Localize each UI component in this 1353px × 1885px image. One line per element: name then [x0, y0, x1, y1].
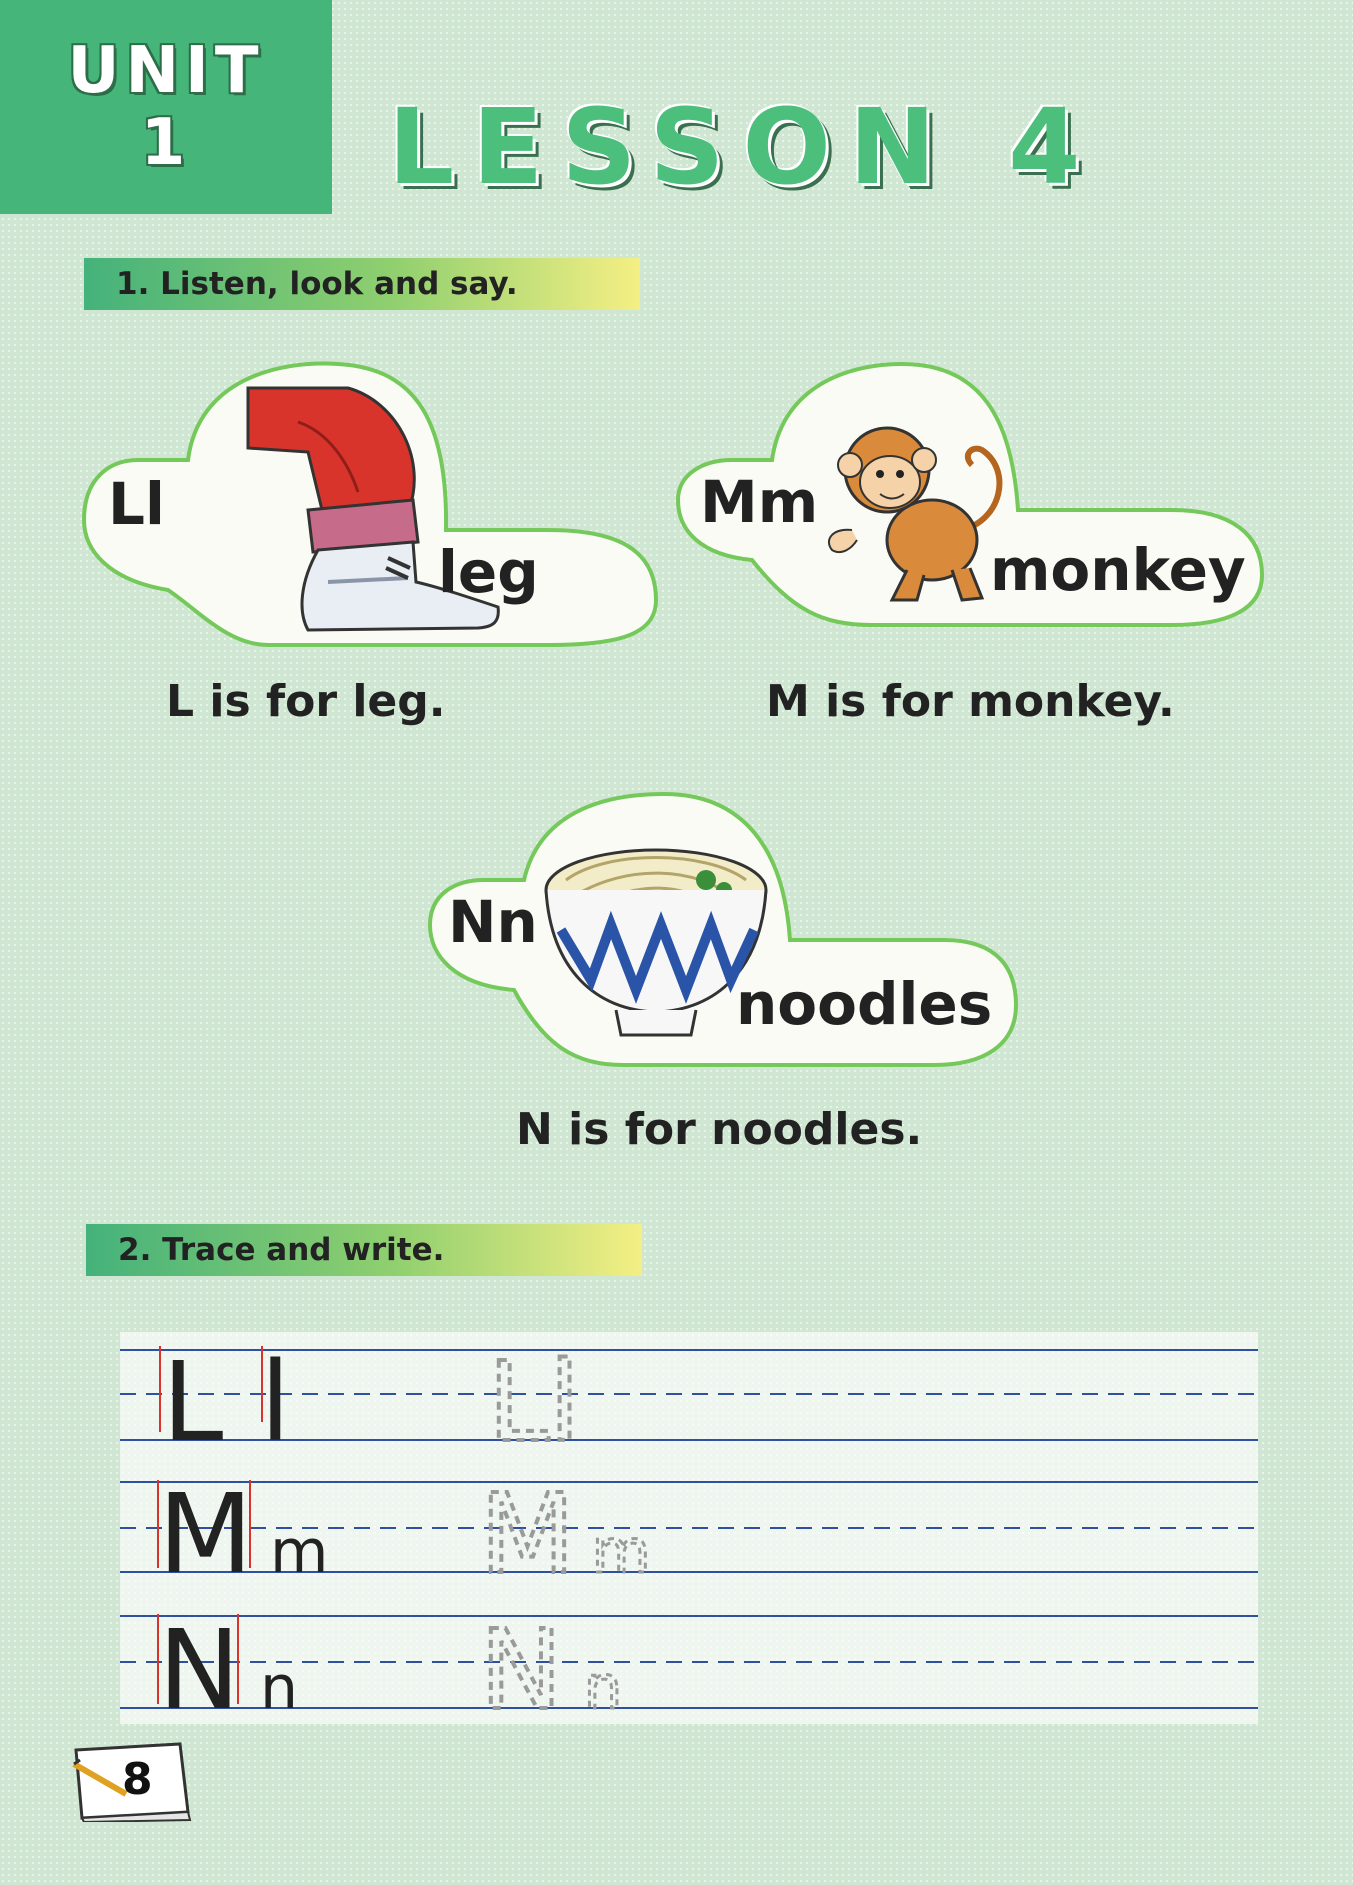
svg-text:Ll: Ll [488, 1338, 580, 1466]
card-noodles-word: noodles [736, 970, 993, 1038]
unit-label: UNIT [67, 34, 265, 108]
page-number: 8 [122, 1754, 153, 1805]
svg-text:m: m [270, 1517, 329, 1587]
section-2-header [86, 1224, 642, 1276]
handwriting-practice-area[interactable] [120, 1332, 1258, 1724]
svg-text:L: L [162, 1338, 224, 1466]
card-leg-word: leg [438, 538, 539, 606]
svg-text:m: m [592, 1517, 651, 1587]
practice-row-m [120, 1470, 1258, 1598]
practice-row-l [120, 1338, 1258, 1466]
svg-text:M: M [480, 1470, 575, 1598]
svg-text:M: M [158, 1470, 253, 1598]
section-1-title: 1. Listen, look and say. [116, 266, 518, 302]
card-monkey [672, 360, 1272, 640]
card-monkey-letter: Mm [700, 468, 819, 536]
section-1-header [84, 258, 640, 310]
handwriting-lines [120, 1332, 1258, 1724]
card-monkey-sentence: M is for monkey. [766, 676, 1175, 727]
card-leg-letter: Ll [108, 470, 165, 538]
card-noodles [424, 790, 1024, 1080]
unit-badge [0, 0, 332, 214]
lesson-title: LESSON 4 [388, 86, 1099, 208]
svg-text:n: n [260, 1653, 299, 1723]
section-2-title: 2. Trace and write. [118, 1232, 445, 1268]
card-leg [78, 360, 668, 650]
card-noodles-sentence: N is for noodles. [516, 1104, 923, 1155]
card-noodles-letter: Nn [448, 888, 538, 956]
card-monkey-word: monkey [990, 536, 1246, 604]
practice-row-n [120, 1606, 1258, 1724]
svg-text:N: N [480, 1606, 563, 1724]
svg-text:l: l [260, 1338, 291, 1466]
unit-number: 1 [140, 106, 192, 180]
monkey-picture [812, 410, 1012, 610]
page-number-badge [70, 1740, 192, 1822]
svg-text:N: N [158, 1606, 241, 1724]
svg-text:n: n [584, 1653, 623, 1723]
card-leg-sentence: L is for leg. [166, 676, 446, 727]
